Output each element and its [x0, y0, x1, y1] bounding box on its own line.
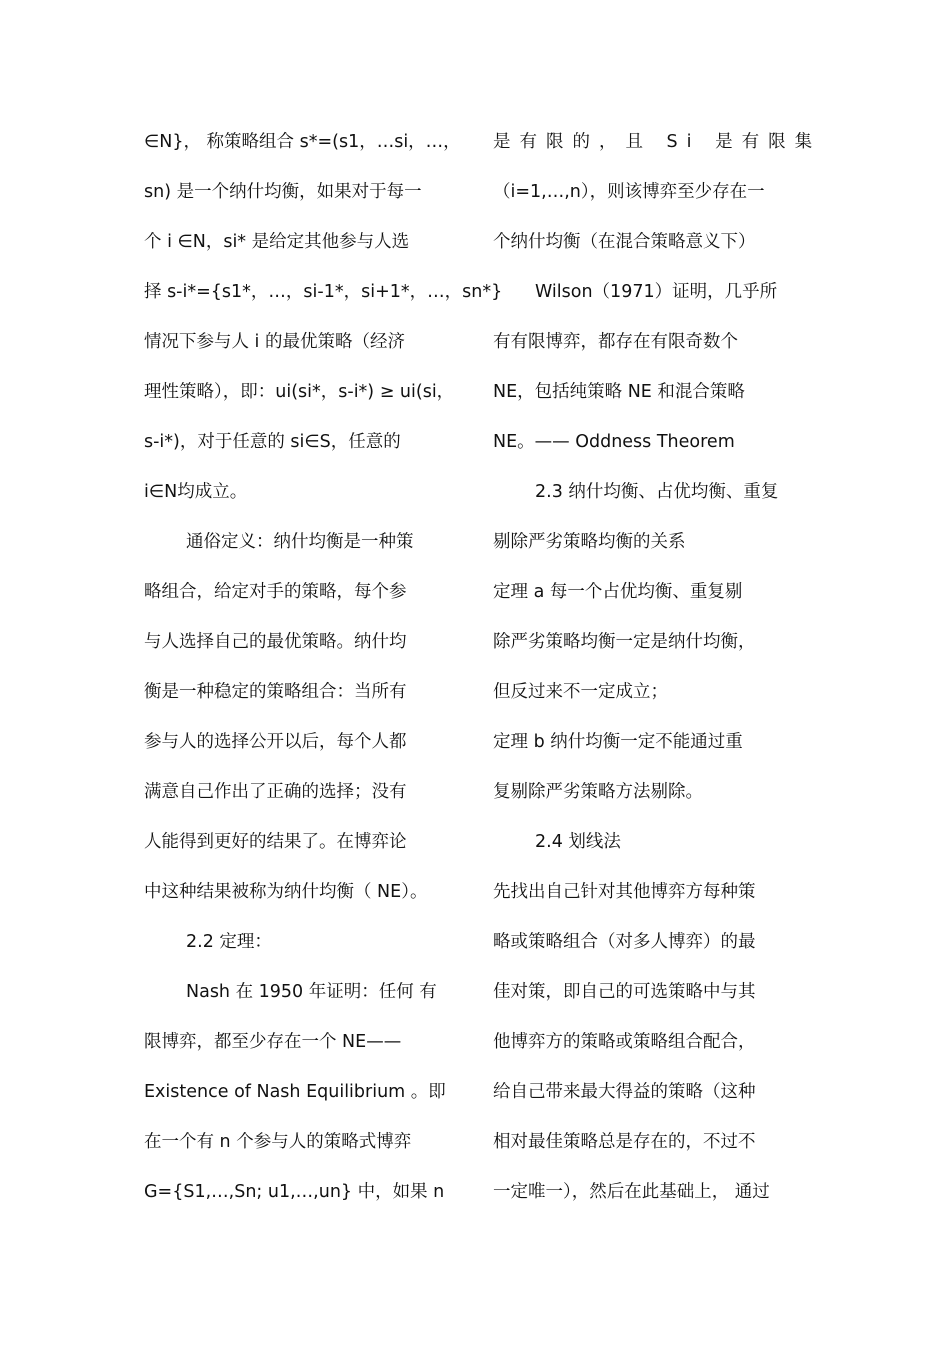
text-line: 情况下参与人 i 的最优策略（经济 [144, 332, 405, 352]
text-line: 衡是一种稳定的策略组合：当所有 [144, 682, 407, 702]
text-line: （i=1,…,n），则该博弈至少存在一 [493, 182, 765, 202]
text-line: 是有限的，且 Si 是有限集 [493, 132, 822, 152]
paragraph-start-line: Wilson（1971）证明，几乎所 [535, 282, 778, 302]
text-line: 一定唯一），然后在此基础上， 通过 [493, 1182, 770, 1202]
text-line: 略或策略组合（对多人博弈）的最 [493, 932, 756, 952]
theorem-a-line: 定理 a 每一个占优均衡、重复剔 [493, 582, 743, 602]
text-line: 人能得到更好的结果了。在博弈论 [144, 832, 407, 852]
paragraph-start-line: 通俗定义：纳什均衡是一种策 [186, 532, 414, 552]
text-line: Existence of Nash Equilibrium 。即 [144, 1082, 446, 1102]
text-line: sn) 是一个纳什均衡，如果对于每一 [144, 182, 422, 202]
section-heading-2-3: 2.3 纳什均衡、占优均衡、重复 [535, 482, 779, 502]
text-line: 参与人的选择公开以后，每个人都 [144, 732, 407, 752]
section-heading-2-4: 2.4 划线法 [535, 832, 621, 852]
text-line: G={S1,…,Sn; u1,…,un} 中，如果 n [144, 1182, 445, 1202]
text-line: 满意自己作出了正确的选择；没有 [144, 782, 407, 802]
text-line: 相对最佳策略总是存在的，不过不 [493, 1132, 756, 1152]
text-line: 佳对策，即自己的可选策略中与其 [493, 982, 756, 1002]
text-line: 择 s-i*={s1*，…，si-1*，si+1*，…，sn*} [144, 282, 503, 302]
text-line: 除严劣策略均衡一定是纳什均衡， [493, 632, 756, 652]
text-line: 限博弈，都至少存在一个 NE—— [144, 1032, 402, 1052]
text-line: 中这种结果被称为纳什均衡（ NE）。 [144, 882, 428, 902]
text-line: 理性策略），即：ui(si*，s-i*) ≥ ui(si， [144, 382, 455, 402]
text-line: 但反过来不一定成立； [493, 682, 668, 702]
paragraph-start-line: Nash 在 1950 年证明：任何 有 [186, 982, 437, 1002]
text-line: 与人选择自己的最优策略。纳什均 [144, 632, 407, 652]
text-line: i∈N均成立。 [144, 482, 248, 502]
text-line: 他博弈方的策略或策略组合配合， [493, 1032, 756, 1052]
text-line: 给自己带来最大得益的策略（这种 [493, 1082, 756, 1102]
text-line: 有有限博弈，都存在有限奇数个 [493, 332, 738, 352]
text-line: ∈N}， 称策略组合 s*=(s1，…si，…， [144, 132, 461, 152]
theorem-b-line: 定理 b 纳什均衡一定不能通过重 [493, 732, 743, 752]
section-heading-2-3-cont: 剔除严劣策略均衡的关系 [493, 532, 686, 552]
text-line: 个纳什均衡（在混合策略意义下） [493, 232, 756, 252]
text-line: NE。—— Oddness Theorem [493, 432, 735, 452]
text-line: NE，包括纯策略 NE 和混合策略 [493, 382, 745, 402]
section-heading-2-2: 2.2 定理： [186, 932, 272, 952]
text-line: 个 i ∈N，si* 是给定其他参与人选 [144, 232, 410, 252]
text-line: 复剔除严劣策略方法剔除。 [493, 782, 703, 802]
text-line: 在一个有 n 个参与人的策略式博弈 [144, 1132, 412, 1152]
text-line: 略组合，给定对手的策略，每个参 [144, 582, 407, 602]
text-line: 先找出自己针对其他博弈方每种策 [493, 882, 756, 902]
text-line: s-i*)，对于任意的 si∈S，任意的 [144, 432, 401, 452]
